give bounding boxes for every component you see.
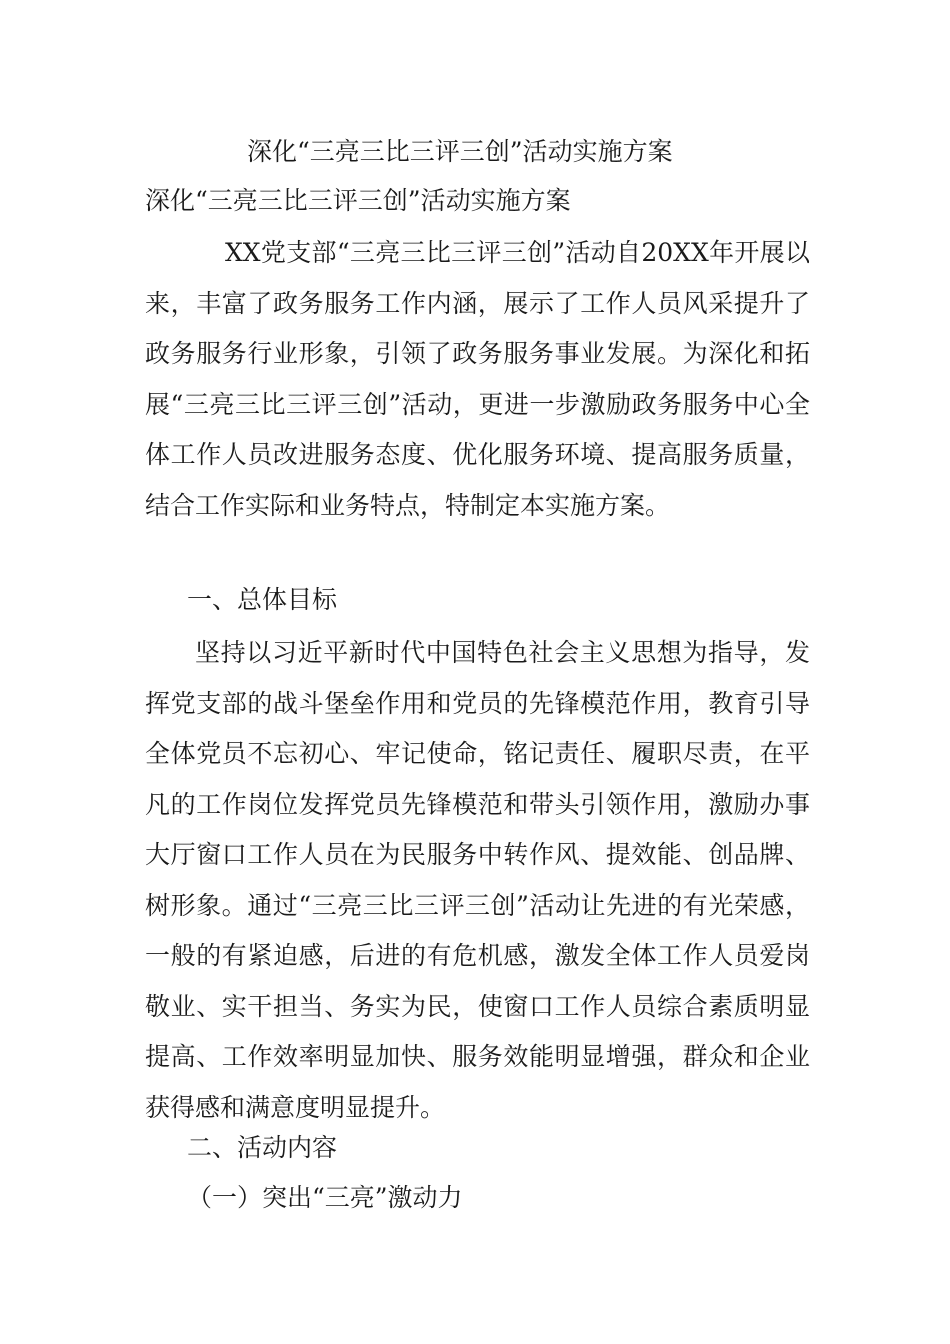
section-heading-overall-goal: 一、总体目标 bbox=[187, 585, 338, 614]
document-title: 深化“三亮三比三评三创”活动实施方案 bbox=[247, 137, 673, 166]
intro-paragraph: XX党支部“三亮三比三评三创”活动自20XX年开展以来，丰富了政务服务工作内涵，展示了工作人员风采提升了政务服务行业形象，引领了政务服务事业发展。为深化和拓展“三亮三比三评三创”活动，更进一步激励政务服务中心全体工作人员改进服务态度、优化服务环境、提高服务质量，结合工作实际和业务特点，特制定本实施方案。 bbox=[145, 238, 810, 520]
document-subtitle: 深化“三亮三比三评三创”活动实施方案 bbox=[145, 186, 571, 215]
overall-goal-paragraph: 坚持以习近平新时代中国特色社会主义思想为指导，发挥党支部的战斗堡垒作用和党员的先锋模范作用，教育引导全体党员不忘初心、牢记使命，铭记责任、履职尽责，在平凡的工作岗位发挥党员先锋模范和带头引领作用，激励办事大厅窗口工作人员在为民服务中转作风、提效能、创品牌、树形象。通过“三亮三比三评三创”活动让先进的有光荣感，一般的有紧迫感，后进的有危机感，激发全体工作人员爱岗敬业、实干担当、务实为民，使窗口工作人员综合素质明显提高、工作效率明显加快、服务效能明显增强，群众和企业获得感和满意度明显提升。 bbox=[145, 638, 810, 1122]
section-heading-activity-content: 二、活动内容 bbox=[187, 1133, 338, 1162]
subsection-heading-three-highlights: （一）突出“三亮”激动力 bbox=[187, 1183, 463, 1212]
